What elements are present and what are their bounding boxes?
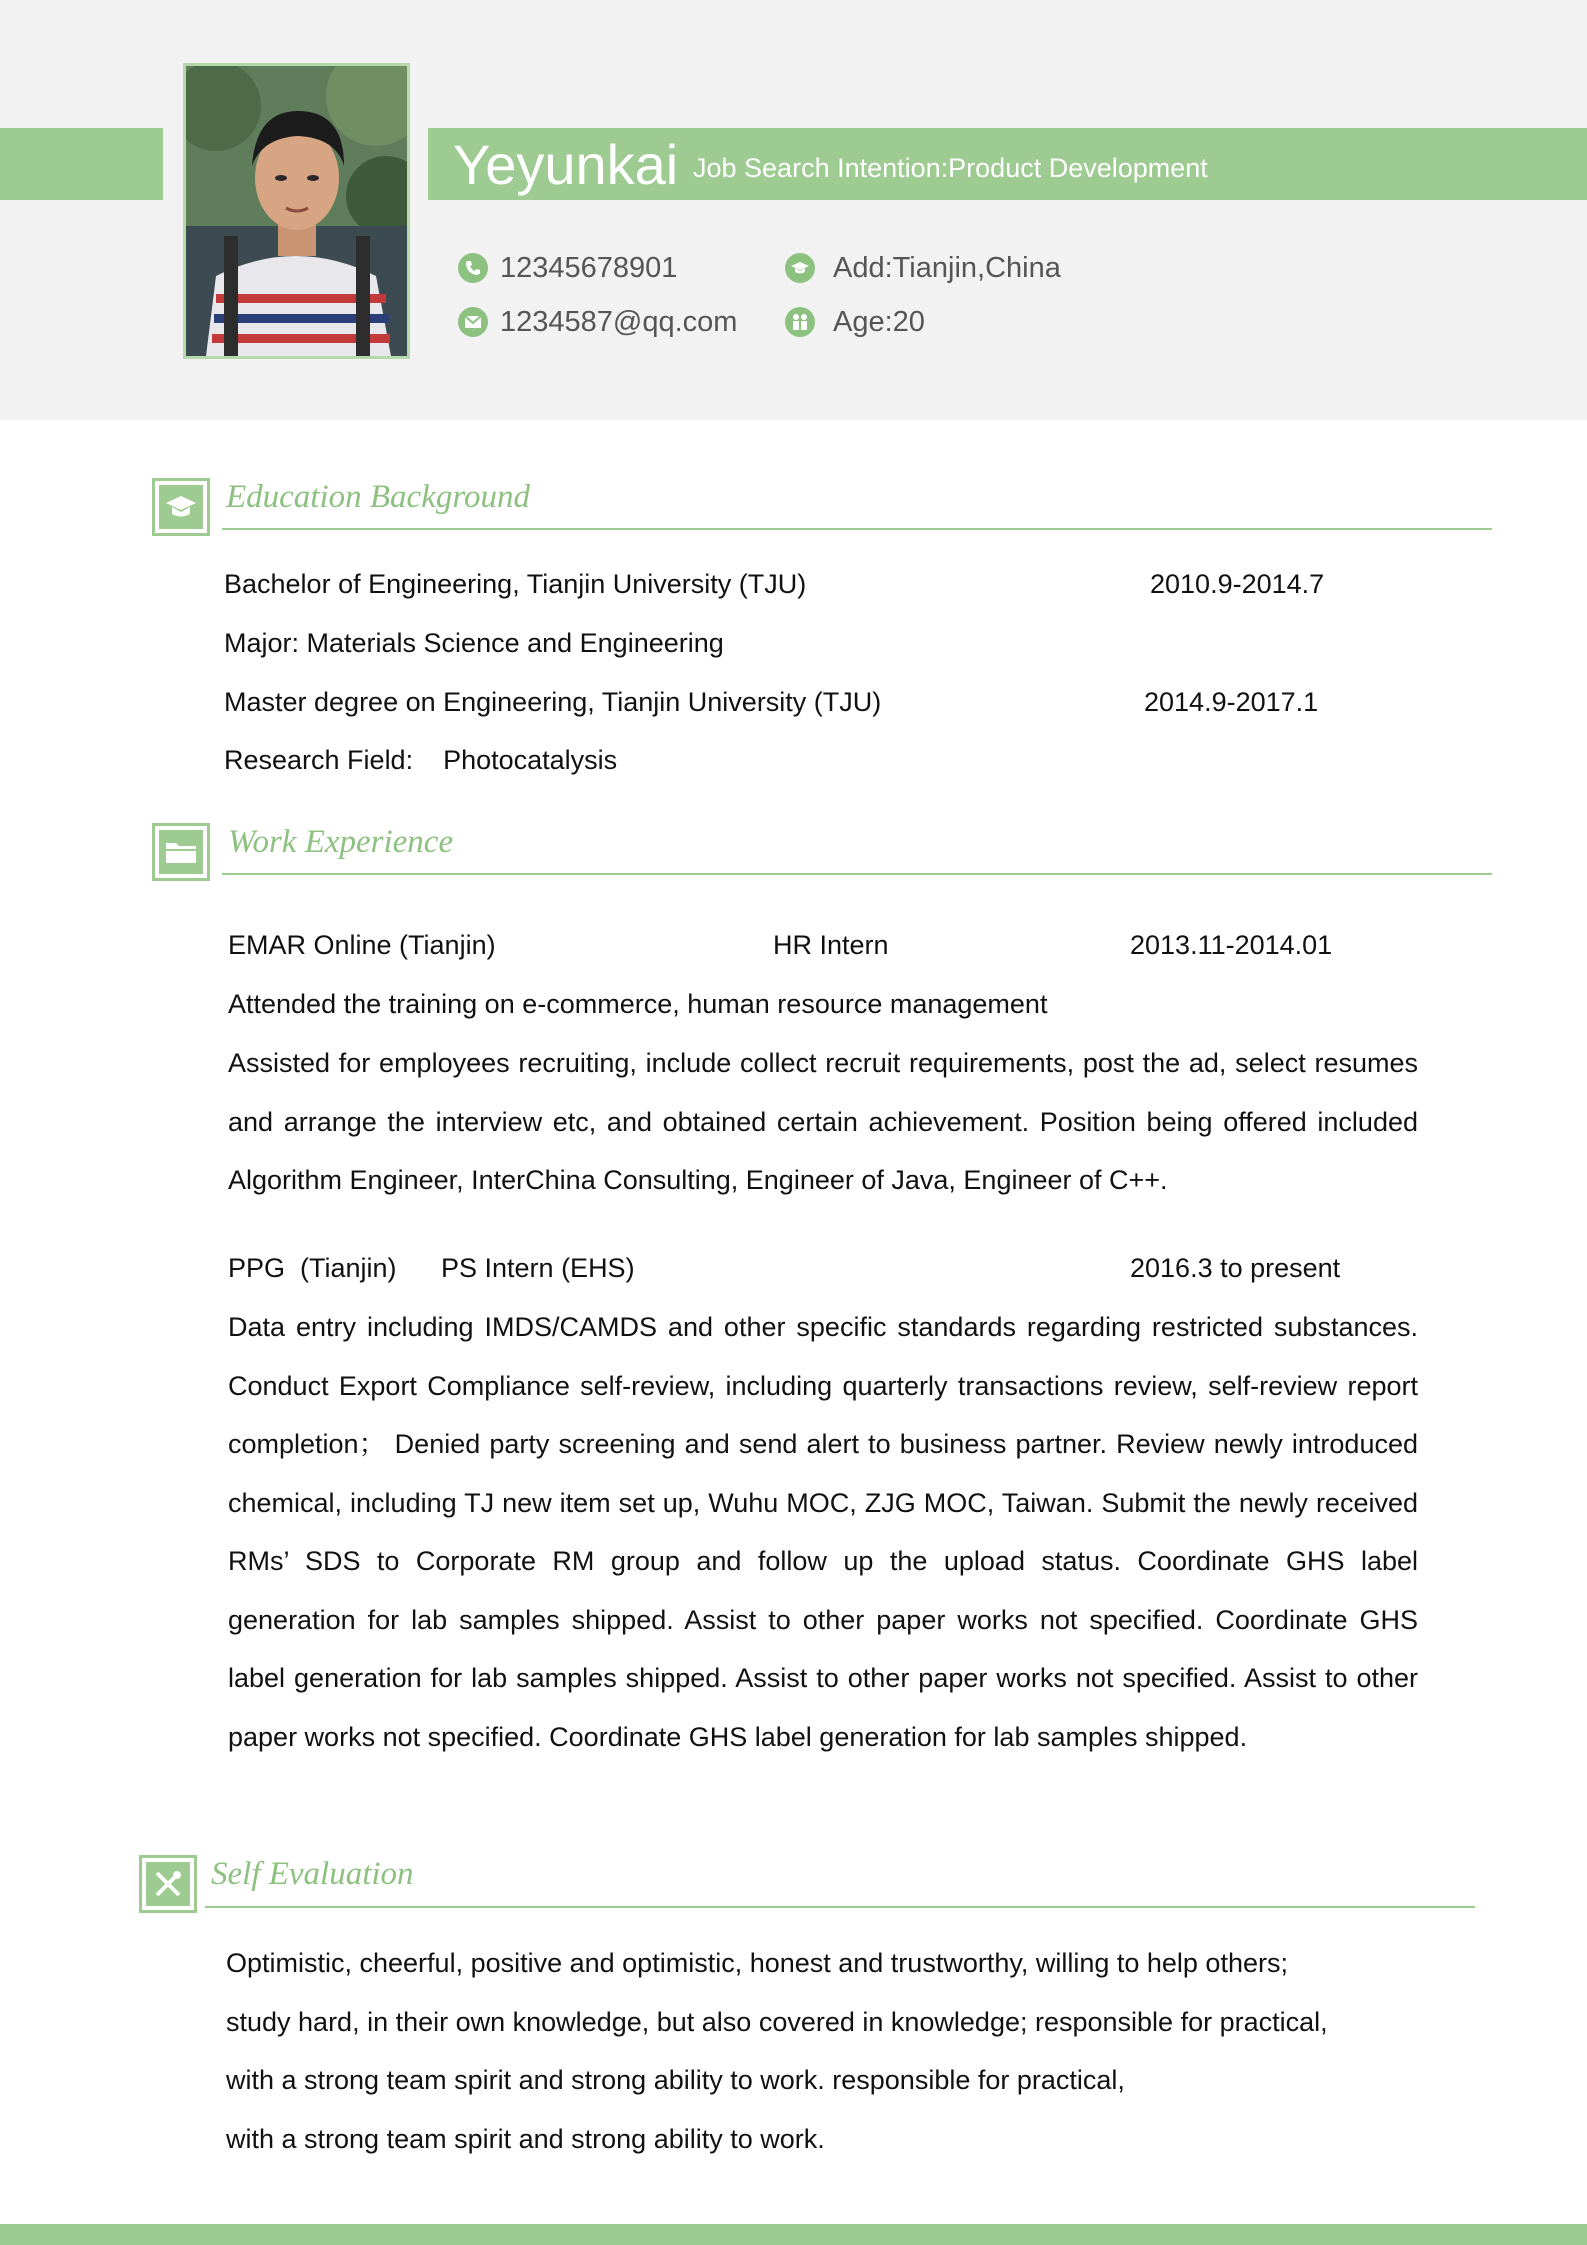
education-section-icon xyxy=(152,478,210,536)
address-contact xyxy=(785,251,1061,285)
age-contact xyxy=(785,305,925,339)
job-1-role: HR Intern xyxy=(773,930,889,960)
job-intention: Job Search Intention:Product Development xyxy=(693,153,1208,183)
education-line-1: Bachelor of Engineering, Tianjin University (TJU) xyxy=(224,569,807,599)
phone-icon xyxy=(458,253,488,283)
self-divider xyxy=(205,1906,1475,1908)
candidate-name: Yeyunkai xyxy=(453,133,679,196)
job-1-description: Assisted for employees recruiting, include collect recruit requirements, post the ad, select resumes and arrange the interview etc, and obtained certain achievement. Position being offered included Algorithm Engineer, InterChina Consulting, Engineer of Java, Engineer of C++. xyxy=(228,1048,1418,1195)
tools-icon xyxy=(153,1869,183,1899)
job-2-date: 2016.3 to present xyxy=(1130,1253,1341,1283)
education-date-1: 2010.9-2014.7 xyxy=(1150,569,1325,599)
education-divider xyxy=(222,528,1492,530)
address-text: Add:Tianjin,China xyxy=(833,252,1061,284)
profile-photo xyxy=(183,63,410,359)
graduation-cap-icon xyxy=(785,253,815,283)
job-2-company: PPG (Tianjin) xyxy=(228,1253,397,1283)
phone-contact xyxy=(458,251,677,285)
people-icon xyxy=(785,307,815,337)
self-line-1: Optimistic, cheerful, positive and optimistic, honest and trustworthy, willing to help others; xyxy=(226,1948,1288,1978)
portrait-image xyxy=(186,66,407,356)
self-section-icon xyxy=(139,1855,197,1913)
mail-icon xyxy=(458,307,488,337)
footer-band xyxy=(0,2224,1587,2245)
graduation-cap-icon xyxy=(164,494,198,520)
education-line-3: Master degree on Engineering, Tianjin University (TJU) xyxy=(224,687,882,717)
phone-number: 12345678901 xyxy=(500,252,678,284)
email-address: 1234587@qq.com xyxy=(500,306,738,338)
job-1-company: EMAR Online (Tianjin) xyxy=(228,930,496,960)
self-title: Self Evaluation xyxy=(211,1856,414,1892)
education-line-2: Major: Materials Science and Engineering xyxy=(224,628,724,658)
header-band-left xyxy=(0,128,163,200)
self-line-2: study hard, in their own knowledge, but also covered in knowledge; responsible for practical, xyxy=(226,2007,1328,2037)
self-line-3: with a strong team spirit and strong ability to work. responsible for practical, xyxy=(226,2065,1125,2095)
education-title: Education Background xyxy=(226,479,530,515)
work-title: Work Experience xyxy=(228,824,454,860)
self-line-4: with a strong team spirit and strong ability to work. xyxy=(226,2124,825,2154)
work-section-icon xyxy=(152,823,210,881)
job-1-training: Attended the training on e-commerce, human resource management xyxy=(228,989,1048,1019)
job-2-description: Data entry including IMDS/CAMDS and other specific standards regarding restricted substances. Conduct Export Compliance self-review, including quarterly transactions review, self-review report completion； Denied party screening and send alert to business partner. Review newly introduced chemical, including TJ new item set up, Wuhu MOC, ZJG MOC, Taiwan. Submit the newly received RMs’ SDS to Corporate RM group and follow up the upload status. Coordinate GHS label generation for lab samples shipped. Assist to other paper works not specified. Coordinate GHS label generation for lab samples shipped. Assist to other paper works not specified. Assist to other paper works not specified. Coordinate GHS label generation for lab samples shipped. xyxy=(228,1312,1418,1752)
work-divider xyxy=(222,873,1492,875)
age-text: Age:20 xyxy=(833,306,925,338)
job-1-date: 2013.11-2014.01 xyxy=(1130,930,1333,960)
education-date-3: 2014.9-2017.1 xyxy=(1144,687,1319,717)
job-2-role: PS Intern (EHS) xyxy=(441,1253,635,1283)
folder-icon xyxy=(164,839,198,865)
email-contact xyxy=(458,305,737,339)
education-line-4: Research Field: Photocatalysis xyxy=(224,745,618,775)
